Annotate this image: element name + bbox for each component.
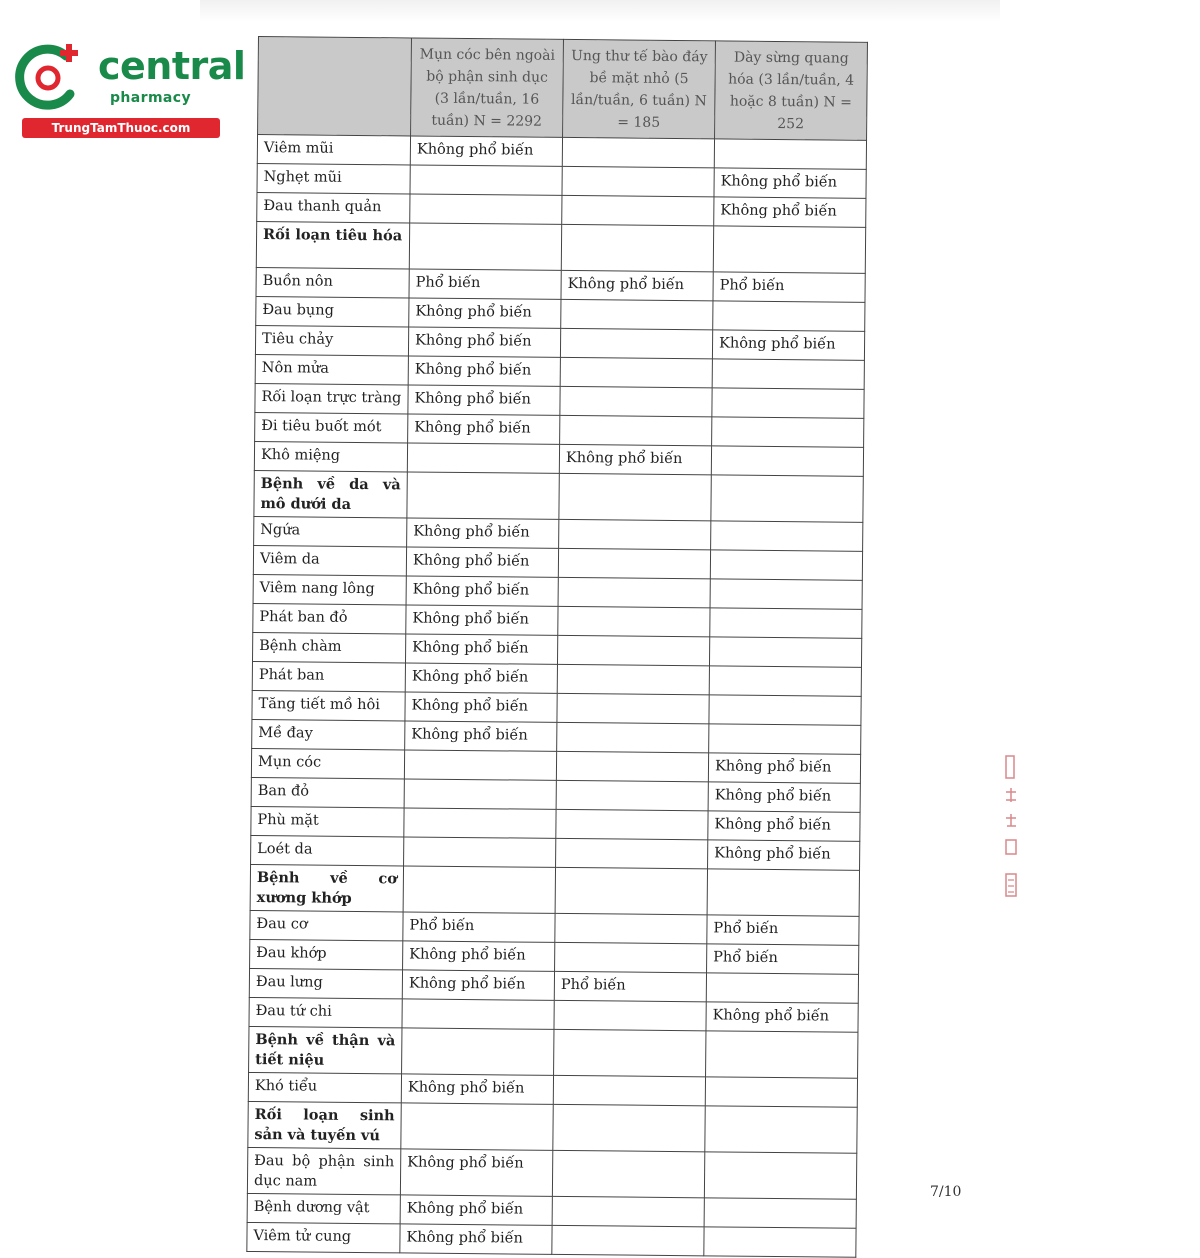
frequency-cell: Không phổ biến bbox=[406, 605, 558, 635]
frequency-cell: Không phổ biến bbox=[406, 576, 558, 606]
frequency-cell: Không phổ biến bbox=[708, 811, 860, 841]
frequency-cell: Không phổ biến bbox=[405, 721, 557, 751]
scan-artifact bbox=[200, 0, 1000, 22]
frequency-cell bbox=[710, 608, 862, 638]
frequency-cell bbox=[711, 521, 863, 551]
frequency-cell bbox=[709, 695, 861, 725]
frequency-cell bbox=[401, 1103, 553, 1150]
page-number: 7/10 bbox=[930, 1184, 962, 1200]
frequency-cell bbox=[560, 357, 712, 387]
row-label-cell: Bệnh về thận và tiết niệu bbox=[249, 1026, 402, 1073]
frequency-cell bbox=[713, 226, 865, 273]
frequency-cell bbox=[558, 577, 710, 607]
frequency-cell: Không phổ biến bbox=[559, 444, 711, 474]
row-label-cell: Mụn cóc bbox=[251, 748, 404, 778]
frequency-cell bbox=[709, 666, 861, 696]
frequency-cell: Không phổ biến bbox=[405, 634, 557, 664]
brand-logo[interactable] bbox=[10, 38, 246, 138]
frequency-cell bbox=[704, 1198, 856, 1228]
frequency-cell bbox=[556, 780, 708, 810]
row-label-cell: Đau tứ chi bbox=[249, 997, 402, 1027]
stamp-mark-icon bbox=[1002, 752, 1022, 902]
row-label-cell: Tăng tiết mồ hôi bbox=[252, 690, 405, 720]
frequency-cell: Phổ biến bbox=[713, 272, 865, 302]
frequency-cell bbox=[559, 473, 711, 520]
brand-name: central bbox=[98, 44, 246, 88]
row-label-cell: Ngứa bbox=[254, 516, 407, 546]
row-label-cell: Phát ban bbox=[252, 661, 405, 691]
row-label-cell: Mề đay bbox=[252, 719, 405, 749]
frequency-cell bbox=[553, 1104, 705, 1151]
frequency-cell bbox=[404, 837, 556, 867]
frequency-cell bbox=[560, 415, 712, 445]
frequency-cell bbox=[713, 301, 865, 331]
frequency-cell: Không phổ biến bbox=[405, 692, 557, 722]
frequency-cell: Không phổ biến bbox=[400, 1195, 552, 1225]
table-body bbox=[247, 135, 867, 1258]
frequency-cell bbox=[704, 1152, 856, 1199]
frequency-cell: Không phổ biến bbox=[408, 356, 560, 386]
frequency-cell bbox=[707, 869, 859, 916]
frequency-cell bbox=[712, 388, 864, 418]
frequency-cell bbox=[560, 386, 712, 416]
row-label-cell: Nôn mửa bbox=[255, 354, 408, 384]
frequency-cell bbox=[402, 999, 554, 1029]
frequency-cell bbox=[402, 1028, 554, 1075]
frequency-cell: Không phổ biến bbox=[401, 1074, 553, 1104]
row-label-cell: Viêm nang lông bbox=[253, 574, 406, 604]
frequency-cell: Phổ biến bbox=[403, 912, 555, 942]
frequency-cell bbox=[556, 838, 708, 868]
frequency-cell: Không phổ biến bbox=[712, 330, 864, 360]
frequency-cell bbox=[558, 548, 710, 578]
frequency-cell: Không phổ biến bbox=[407, 518, 559, 548]
table-row bbox=[247, 1147, 856, 1199]
frequency-cell bbox=[557, 693, 709, 723]
row-label-cell: Khó tiểu bbox=[248, 1072, 401, 1102]
frequency-cell: Không phổ biến bbox=[708, 782, 860, 812]
frequency-cell: Không phổ biến bbox=[405, 663, 557, 693]
frequency-cell bbox=[705, 1106, 857, 1153]
frequency-cell bbox=[710, 579, 862, 609]
frequency-cell: Không phổ biến bbox=[400, 1149, 552, 1196]
row-label-cell: Đau thanh quản bbox=[257, 192, 410, 222]
table-group-row bbox=[248, 1101, 857, 1153]
table-group-row bbox=[250, 864, 859, 916]
frequency-cell bbox=[552, 1225, 704, 1255]
frequency-cell bbox=[714, 139, 866, 169]
frequency-cell bbox=[709, 724, 861, 754]
frequency-cell bbox=[706, 1031, 858, 1078]
row-label-cell: Khô miệng bbox=[254, 441, 407, 471]
frequency-cell bbox=[407, 472, 559, 519]
row-label-cell: Tiêu chảy bbox=[255, 325, 408, 355]
frequency-cell bbox=[562, 195, 714, 225]
frequency-cell bbox=[556, 809, 708, 839]
row-label-cell: Đau lưng bbox=[249, 968, 402, 998]
frequency-cell bbox=[410, 165, 562, 195]
table-row bbox=[247, 1222, 856, 1257]
frequency-cell bbox=[556, 751, 708, 781]
frequency-cell bbox=[559, 519, 711, 549]
table-header-row bbox=[258, 37, 868, 141]
row-label-cell: Viêm tử cung bbox=[247, 1222, 400, 1252]
frequency-cell: Không phổ biến bbox=[408, 327, 560, 357]
frequency-cell bbox=[409, 223, 561, 270]
header-cell-basal-cell-carcinoma: Ung thư tế bào đáy bề mặt nhỏ (5 lần/tuần, 6 tuần) N = 185 bbox=[563, 39, 716, 138]
frequency-cell: Không phổ biến bbox=[714, 168, 866, 198]
header-cell-actinic-keratosis: Dày sừng quang hóa (3 lần/tuần, 4 hoặc 8 tuần) N = 252 bbox=[715, 41, 868, 140]
frequency-cell: Phổ biến bbox=[707, 944, 859, 974]
row-label-cell: Rối loạn tiêu hóa bbox=[256, 221, 409, 268]
frequency-cell: Phổ biến bbox=[707, 915, 859, 945]
row-label-cell: Viêm da bbox=[253, 545, 406, 575]
row-label-cell: Phù mặt bbox=[251, 806, 404, 836]
frequency-cell bbox=[711, 475, 863, 522]
frequency-cell: Không phổ biến bbox=[408, 414, 560, 444]
frequency-cell: Không phổ biến bbox=[561, 270, 713, 300]
table-group-row bbox=[254, 470, 863, 522]
row-label-cell: Rối loạn sinh sản và tuyến vú bbox=[248, 1101, 401, 1148]
frequency-cell bbox=[407, 443, 559, 473]
frequency-cell bbox=[712, 359, 864, 389]
frequency-cell: Không phổ biến bbox=[708, 840, 860, 870]
frequency-cell: Phổ biến bbox=[554, 971, 706, 1001]
brand-subtitle: pharmacy bbox=[110, 90, 191, 106]
pharmacy-logo-icon bbox=[10, 38, 88, 116]
frequency-cell bbox=[552, 1150, 704, 1197]
frequency-cell bbox=[704, 1227, 856, 1257]
frequency-cell bbox=[554, 1000, 706, 1030]
frequency-cell: Không phổ biến bbox=[706, 1002, 858, 1032]
frequency-cell bbox=[557, 722, 709, 752]
row-label-cell: Ban đỏ bbox=[251, 777, 404, 807]
row-label-cell: Buồn nôn bbox=[256, 267, 409, 297]
frequency-cell bbox=[562, 137, 714, 167]
header-cell-genital-warts: Mụn cóc bên ngoài bộ phận sinh dục (3 lần/tuần, 16 tuần) N = 2292 bbox=[411, 38, 564, 137]
frequency-cell: Không phổ biến bbox=[403, 941, 555, 971]
frequency-cell bbox=[709, 637, 861, 667]
frequency-cell bbox=[705, 1077, 857, 1107]
row-label-cell: Đau cơ bbox=[250, 910, 403, 940]
adverse-reactions-table bbox=[246, 36, 868, 1258]
frequency-cell bbox=[557, 635, 709, 665]
row-label-cell: Bệnh chàm bbox=[252, 632, 405, 662]
frequency-cell: Không phổ biến bbox=[406, 547, 558, 577]
frequency-cell bbox=[710, 550, 862, 580]
row-label-cell: Đi tiêu buốt mót bbox=[255, 412, 408, 442]
frequency-cell: Không phổ biến bbox=[410, 136, 562, 166]
row-label-cell: Đau bụng bbox=[256, 296, 409, 326]
frequency-cell bbox=[410, 194, 562, 224]
header-cell-empty bbox=[258, 37, 412, 136]
row-label-cell: Bệnh về cơ xương khớp bbox=[250, 864, 403, 911]
frequency-cell bbox=[553, 1075, 705, 1105]
table-group-row bbox=[256, 221, 865, 273]
frequency-cell bbox=[562, 166, 714, 196]
frequency-cell bbox=[555, 913, 707, 943]
frequency-cell: Không phổ biến bbox=[409, 298, 561, 328]
row-label-cell: Nghẹt mũi bbox=[257, 163, 410, 193]
frequency-cell bbox=[555, 867, 707, 914]
frequency-cell: Không phổ biến bbox=[408, 385, 560, 415]
row-label-cell: Bệnh về da và mô dưới da bbox=[254, 470, 407, 517]
frequency-cell: Không phổ biến bbox=[708, 753, 860, 783]
row-label-cell: Viêm mũi bbox=[257, 135, 410, 165]
frequency-cell: Phổ biến bbox=[409, 269, 561, 299]
frequency-cell bbox=[557, 664, 709, 694]
brand-url: TrungTamThuoc.com bbox=[22, 118, 220, 138]
table-group-row bbox=[249, 1026, 858, 1078]
frequency-cell bbox=[404, 779, 556, 809]
frequency-cell bbox=[711, 446, 863, 476]
row-label-cell: Đau khớp bbox=[250, 939, 403, 969]
row-label-cell: Rối loạn trực tràng bbox=[255, 383, 408, 413]
row-label-cell: Bệnh dương vật bbox=[247, 1193, 400, 1223]
frequency-cell bbox=[560, 328, 712, 358]
frequency-cell bbox=[706, 973, 858, 1003]
frequency-cell bbox=[561, 299, 713, 329]
frequency-cell bbox=[403, 866, 555, 913]
frequency-cell bbox=[555, 942, 707, 972]
row-label-cell: Đau bộ phận sinh dục nam bbox=[247, 1147, 400, 1194]
frequency-cell: Không phổ biến bbox=[402, 970, 554, 1000]
frequency-cell: Không phổ biến bbox=[400, 1224, 552, 1254]
frequency-cell bbox=[404, 750, 556, 780]
side-stamp bbox=[1000, 752, 1022, 912]
frequency-cell bbox=[558, 606, 710, 636]
row-label-cell: Phát ban đỏ bbox=[253, 603, 406, 633]
frequency-cell bbox=[554, 1029, 706, 1076]
frequency-cell bbox=[712, 417, 864, 447]
frequency-cell bbox=[552, 1196, 704, 1226]
row-label-cell: Loét da bbox=[251, 835, 404, 865]
frequency-cell bbox=[404, 808, 556, 838]
frequency-cell: Không phổ biến bbox=[714, 197, 866, 227]
frequency-cell bbox=[561, 224, 713, 271]
